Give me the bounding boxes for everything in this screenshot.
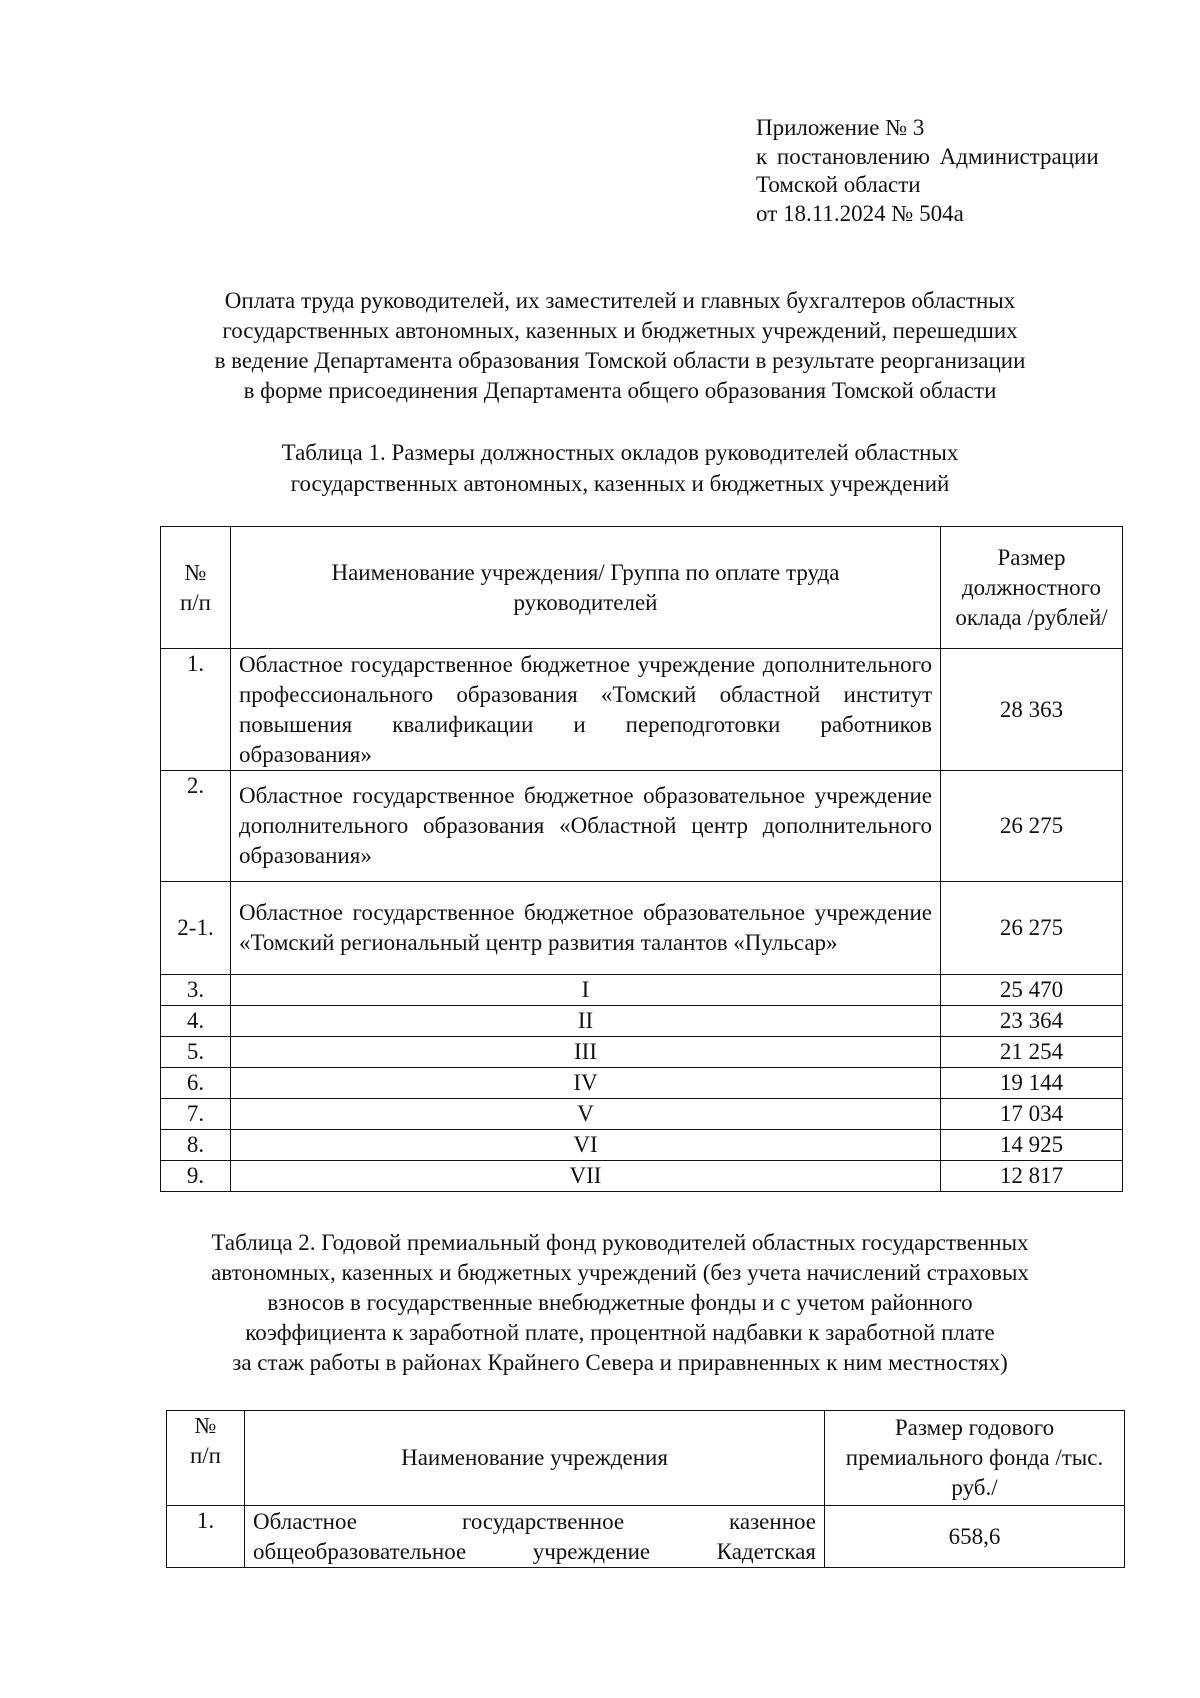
table-row [161,1006,1123,1037]
table-row [161,1161,1123,1192]
row-salary: 26 275 [941,882,1123,975]
table-row [161,649,1123,771]
bonus-fund-table [166,1410,1125,1568]
row-group: II [231,1006,941,1037]
row-group: IV [231,1068,941,1099]
row-num: 3. [161,975,231,1006]
row-num: 5. [161,1037,231,1068]
row-name: Областное государственное бюджетное образовательное учреждение «Томский региональный центр развития талантов «Пульсар» [231,882,941,975]
caption-line: автономных, казенных и бюджетных учреждений (без учета начислений страховых [211,1260,1029,1285]
title-line: государственных автономных, казенных и бюджетных учреждений, перешедших [222,318,1018,343]
row-group: V [231,1099,941,1130]
row-num: 1. [167,1506,245,1568]
table-row [161,1130,1123,1161]
appendix-header [756,114,1099,228]
row-group: VII [231,1161,941,1192]
title-line: в ведение Департамента образования Томской области в результате реорганизации [214,348,1026,373]
row-salary: 14 925 [941,1130,1123,1161]
row-num: 8. [161,1130,231,1161]
row-num: 9. [161,1161,231,1192]
header-fund: Размер годового премиального фонда /тыс. руб./ [825,1411,1125,1506]
row-salary: 19 144 [941,1068,1123,1099]
header-name: Наименование учреждения [245,1411,825,1506]
row-salary: 25 470 [941,975,1123,1006]
row-salary: 21 254 [941,1037,1123,1068]
table-row [161,1099,1123,1130]
table2-caption [120,1228,1120,1378]
table-row [161,975,1123,1006]
appendix-line: Томской области [756,172,921,197]
row-num: 2-1. [161,882,231,975]
table-row [161,882,1123,975]
caption-line: коэффициента к заработной плате, процентной надбавки к заработной плате [245,1320,995,1345]
title-line: в форме присоединения Департамента общего образования Томской области [243,378,997,403]
table-row [161,771,1123,882]
row-name: Областное государственное бюджетное учреждение дополнительного профессионального образования «Томский областной институт повышения квалификации и переподготовки работников образования» [231,649,941,771]
header-num: № п/п [167,1411,245,1506]
header-num: № п/п [161,527,231,649]
row-name: Областное государственное бюджетное образовательное учреждение дополнительного образования «Областной центр дополнительного образования» [231,771,941,882]
row-num: 6. [161,1068,231,1099]
row-name: Областное государственное казенное общеобразовательное учреждение Кадетская [245,1506,825,1568]
table-row [167,1506,1125,1568]
caption-line: Таблица 1. Размеры должностных окладов руководителей областных [281,440,959,465]
row-group: III [231,1037,941,1068]
header-name: Наименование учреждения/ Группа по оплате труда руководителей [231,527,941,649]
appendix-line: Приложение № 3 [756,115,925,140]
table-row [161,1068,1123,1099]
caption-line: взносов в государственные внебюджетные фонды и с учетом районного [267,1290,973,1315]
row-num: 1. [161,649,231,771]
row-group: VI [231,1130,941,1161]
row-num: 7. [161,1099,231,1130]
appendix-line: от 18.11.2024 № 504а [756,200,964,226]
salary-table [160,526,1123,1192]
table-header-row [167,1411,1125,1506]
row-salary: 12 817 [941,1161,1123,1192]
title-line: Оплата труда руководителей, их заместителей и главных бухгалтеров областных [224,288,1016,313]
row-salary: 17 034 [941,1099,1123,1130]
row-fund: 658,6 [825,1506,1125,1568]
appendix-line: к постановлению Администрации [756,143,1099,169]
table1-caption [120,437,1120,499]
row-salary: 26 275 [941,771,1123,882]
row-num: 4. [161,1006,231,1037]
caption-line: Таблица 2. Годовой премиальный фонд руководителей областных государственных [211,1230,1029,1255]
table-header-row [161,527,1123,649]
row-salary: 28 363 [941,649,1123,771]
header-salary: Размер должностного оклада /рублей/ [941,527,1123,649]
table-row [161,1037,1123,1068]
caption-line: государственных автономных, казенных и бюджетных учреждений [290,471,950,496]
row-group: I [231,975,941,1006]
row-salary: 23 364 [941,1006,1123,1037]
caption-line: за стаж работы в районах Крайнего Севера и приравненных к ним местностях) [232,1350,1008,1375]
document-title [120,286,1120,406]
row-num: 2. [161,771,231,882]
